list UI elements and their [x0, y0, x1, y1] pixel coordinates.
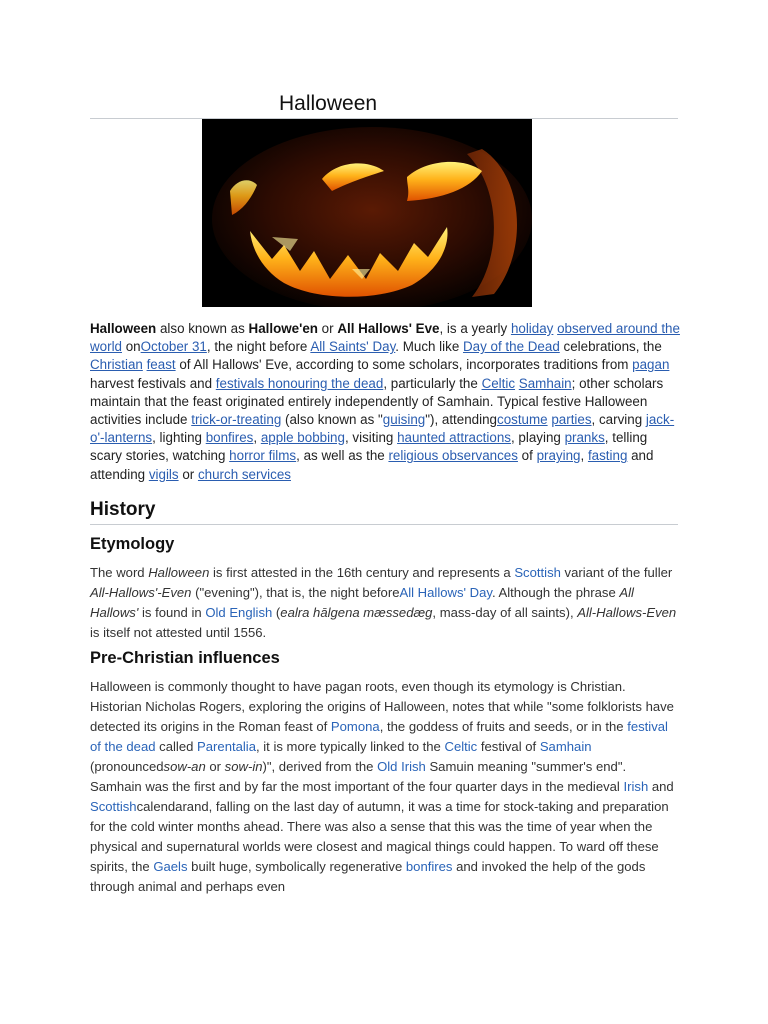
link-day-of-the-dead[interactable]: Day of the Dead [463, 339, 560, 355]
text-run: or [178, 466, 198, 482]
link-horror-films[interactable]: horror films [229, 448, 297, 464]
text-run: calendarand, falling on the last day of autumn, it was a time for stock-taking and preparation for the cold winter months ahead. There was also a sense that this was the time of year when the physical and supernatural worlds were closest and magical things could happen. To ward off these spirits, the [90, 799, 669, 874]
text-run: , [580, 448, 588, 464]
text-run: , is a yearly [439, 321, 511, 336]
text-run: called [155, 739, 198, 754]
text-run: is itself not attested until 1556. [90, 625, 267, 640]
bold-term: Hallowe'en [248, 321, 318, 336]
italic-term: All Hallows' [90, 585, 634, 620]
text-run: variant of the fuller [560, 565, 673, 580]
text-run: ("evening"), that is, the night before [191, 585, 400, 600]
bold-term: All Hallows' Eve [337, 321, 440, 336]
link-scottish[interactable]: Scottish [514, 565, 561, 580]
link-festivals-honouring-the-dead[interactable]: festivals honouring the dead [215, 375, 384, 391]
text-run: . Although the phrase [491, 585, 620, 600]
link-christian[interactable]: Christian [90, 357, 143, 373]
link-jack-o-lanterns[interactable]: jack-o'-lanterns [90, 412, 675, 446]
link-gaels[interactable]: Gaels [153, 859, 188, 874]
text-run: festival of [477, 739, 540, 754]
section-heading-etymology: Etymology [90, 535, 175, 553]
link-october-31[interactable]: October 31 [140, 339, 207, 355]
italic-term: ealra hālgena mæssedæg [280, 605, 433, 620]
text-run: "), attending [425, 412, 497, 428]
link-bonfires[interactable]: bonfires [205, 430, 254, 446]
link-pranks[interactable]: pranks [564, 430, 605, 446]
link-parentalia[interactable]: Parentalia [197, 739, 256, 754]
link-scottish[interactable]: Scottish [90, 799, 137, 814]
text-run: Halloween is commonly thought to have pagan roots, even though its etymology is Christian. Historian Nicholas Rogers, exploring the origins of Halloween, notes that while "some folklorists have detected its origins in the Roman feast of [90, 679, 674, 734]
text-run: celebrations, the [559, 339, 662, 355]
italic-term: All-Hallows'-Even [90, 585, 192, 600]
text-run: , lighting [152, 430, 206, 446]
link-religious-observances[interactable]: religious observances [388, 448, 518, 464]
link-old-irish[interactable]: Old Irish [377, 759, 426, 774]
link-church-services[interactable]: church services [197, 466, 291, 482]
text-run: )", derived from the [262, 759, 378, 774]
link-praying[interactable]: praying [536, 448, 581, 464]
link-irish[interactable]: Irish [623, 779, 649, 794]
link-apple-bobbing[interactable]: apple bobbing [260, 430, 345, 446]
history-rule [90, 524, 678, 525]
text-run: and invoked the help of the gods through animal and perhaps even [90, 859, 646, 894]
text-run: Samuin meaning "summer's end". Samhain was the first and by far the most important of the four quarter days in the medieval [90, 759, 627, 794]
link-festival-of-the-dead[interactable]: festival of the dead [90, 719, 668, 754]
pre-christian-paragraph [90, 677, 680, 897]
link-samhain[interactable]: Samhain [518, 375, 572, 391]
link-bonfires[interactable]: bonfires [405, 859, 453, 874]
text-run: built huge, symbolically regenerative [187, 859, 406, 874]
text-run: , the goddess of fruits and seeds, or in the [379, 719, 628, 734]
link-vigils[interactable]: vigils [148, 466, 179, 482]
link-holiday[interactable]: holiday [510, 321, 554, 336]
text-run: , particularly the [383, 375, 482, 391]
text-run: harvest festivals and [90, 375, 216, 391]
text-run: or [205, 759, 225, 774]
jack-o-lantern-image[interactable] [202, 119, 532, 307]
text-run: , mass-day of all saints), [432, 605, 578, 620]
link-trick-or-treating[interactable]: trick-or-treating [191, 412, 282, 428]
link-all-saints-day[interactable]: All Saints' Day [310, 339, 396, 355]
page-title: Halloween [279, 92, 378, 115]
text-run: , it is more typically linked to the [256, 739, 445, 754]
text-run: of All Hallows' Eve, according to some scholars, incorporates traditions from [175, 357, 633, 373]
link-feast[interactable]: feast [146, 357, 176, 373]
text-run: (pronounced [90, 759, 164, 774]
text-run: and attending [90, 448, 654, 482]
link-parties[interactable]: parties [551, 412, 592, 428]
link-celtic[interactable]: Celtic [481, 375, 516, 391]
text-run: , [253, 430, 261, 446]
text-run: , visiting [344, 430, 398, 446]
link-celtic[interactable]: Celtic [444, 739, 478, 754]
lead-paragraph [90, 320, 680, 484]
link-pomona[interactable]: Pomona [330, 719, 380, 734]
text-run: ; other scholars maintain that the feast originated entirely independently of Samhain. Typical festive Halloween activities include [90, 375, 664, 428]
text-run: is found in [138, 605, 206, 620]
text-run: (also known as " [281, 412, 383, 428]
italic-term: sow-in [224, 759, 263, 774]
text-run: . Much like [395, 339, 463, 355]
etymology-paragraph [90, 563, 680, 643]
link-haunted-attractions[interactable]: haunted attractions [397, 430, 511, 446]
section-heading-pre-christian-influences: Pre-Christian influences [90, 649, 280, 667]
link-costume[interactable]: costume [497, 412, 548, 428]
link-guising[interactable]: guising [382, 412, 426, 428]
link-all-hallows-day[interactable]: All Hallows' Day [399, 585, 492, 600]
link-fasting[interactable]: fasting [587, 448, 628, 464]
link-pagan[interactable]: pagan [632, 357, 670, 373]
text-run: of [517, 448, 537, 464]
text-run: on [122, 339, 141, 355]
text-run: , telling scary stories, watching [90, 430, 648, 464]
text-run: , the night before [206, 339, 311, 355]
italic-term: Halloween [148, 565, 210, 580]
link-samhain[interactable]: Samhain [539, 739, 592, 754]
italic-term: sow-an [163, 759, 206, 774]
text-run: or [317, 321, 338, 336]
jack-o-lantern-illustration [202, 119, 532, 307]
text-run: and [648, 779, 674, 794]
link-old-english[interactable]: Old English [205, 605, 273, 620]
section-heading-history: History [90, 499, 156, 520]
bold-term: Halloween [90, 321, 157, 336]
text-run: also known as [156, 321, 249, 336]
text-run: ( [272, 605, 281, 620]
italic-term: All-Hallows-Even [577, 605, 677, 620]
text-run: is first attested in the 16th century and represents a [209, 565, 515, 580]
text-run: , playing [510, 430, 565, 446]
text-run: , carving [591, 412, 646, 428]
text-run: The word [90, 565, 149, 580]
link-observed-around-the-world[interactable]: observed around the world [90, 321, 680, 355]
text-run: , as well as the [296, 448, 389, 464]
